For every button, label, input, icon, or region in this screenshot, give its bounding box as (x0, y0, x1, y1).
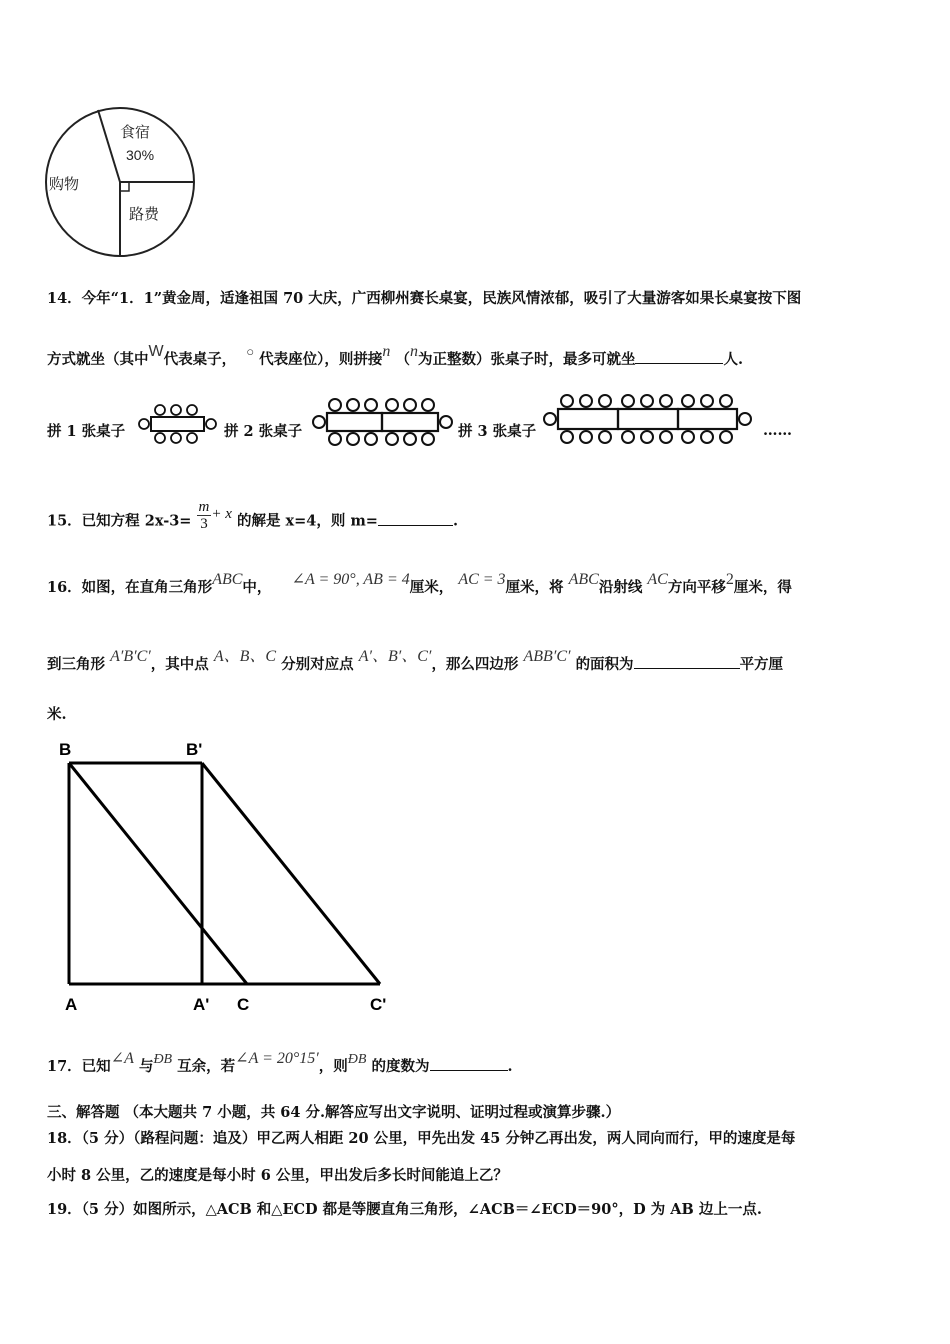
q14-text-b: 代表桌子， (163, 351, 237, 368)
m-angle-a: ∠A (110, 1050, 134, 1067)
frac-num: m (198, 499, 210, 515)
var-n-2: n (409, 343, 418, 360)
q17-t6: . (507, 1058, 513, 1075)
pie-chart (40, 105, 200, 260)
q16-t11: ，那么四边形 (431, 656, 519, 673)
fig-label-1: 拼 1 张桌子 (47, 423, 126, 440)
m-abc: ABC (212, 571, 243, 588)
label-A1: A' (193, 995, 210, 1014)
q14-line1: 14．今年“1．1”黄金周，适逢祖国 70 大庆，广西柳州赛长桌宴，民族风情浓郁，吸引了大量游客如果长桌宴按下图 (47, 290, 802, 307)
q17-t4: ，则 (318, 1058, 348, 1075)
m-angle-b2: ÐB (347, 1052, 367, 1067)
q17-t1: 17．已知 (47, 1058, 111, 1075)
q15-fraction (197, 499, 212, 532)
var-n: n (382, 343, 391, 360)
q14-line2 (47, 343, 744, 369)
q14-text-d: （ (395, 351, 410, 368)
q16-answer-blank[interactable] (634, 654, 740, 669)
q16-t8: 到三角形 (47, 656, 105, 673)
q14-text-e: 为正整数）张桌子时，最多可就坐 (417, 351, 636, 368)
fig-ellipsis: …… (763, 422, 792, 439)
pie-label-shopping: 购物 (49, 176, 80, 193)
q15-line (47, 499, 459, 538)
q18-line2: 小时 8 公里，乙的速度是每小时 6 公里，甲出发后多长时间能追上乙？ (47, 1167, 508, 1184)
pie-label-travel: 路费 (129, 206, 160, 223)
q16-t1: 16．如图，在直角三角形 (47, 579, 213, 596)
q17-t5: 的度数为 (371, 1058, 430, 1075)
q15-answer-blank[interactable] (378, 511, 453, 526)
q15-prefix: 15．已知方程 2x-3= (47, 512, 192, 530)
seat-symbol: ○ (246, 344, 255, 359)
q14-text-a: 方式就坐（其中 (47, 351, 149, 368)
m-pts: A、B、C (213, 648, 277, 665)
m-angle-b: ÐB (153, 1052, 173, 1067)
fig-label-2: 拼 2 张桌子 (224, 423, 303, 440)
q16-t10: 分别对应点 (281, 656, 354, 673)
q17-t3: 互余，若 (177, 1058, 236, 1075)
section3-title: 三、解答题 （本大题共 7 小题，共 64 分.解答应写出文字说明、证明过程或演算步骤.） (47, 1104, 621, 1121)
tables-3 (541, 393, 756, 445)
q18-line1: 18．（5 分）（路程问题：追及）甲乙两人相距 20 公里，甲先出发 45 分钟乙再出发，两人同向而行，甲的速度是每 (47, 1130, 796, 1147)
label-B: B (59, 740, 72, 759)
q16-t9: ，其中点 (150, 656, 209, 673)
pie-label-food: 食宿 (120, 124, 151, 141)
q16-t13: 平方厘 (739, 656, 784, 673)
seats-top (561, 395, 732, 407)
label-C: C (237, 995, 250, 1014)
m-cond: ∠A = 20°15′ (235, 1050, 319, 1067)
q17-line (47, 1050, 513, 1076)
q14-answer-blank[interactable] (635, 349, 723, 364)
q14-text-f: 人. (723, 351, 744, 368)
m-ac: AC (647, 571, 668, 588)
q17-t2: 与 (138, 1058, 154, 1075)
m-pts2: A′、B′、C′ (358, 648, 432, 665)
m-a1b1c1: A′B′C′ (110, 648, 151, 665)
q16-line3: 米. (47, 706, 67, 723)
q16-line2 (47, 648, 784, 674)
q17-answer-blank[interactable] (430, 1056, 508, 1071)
m-quad: ABB′C′ (523, 648, 571, 665)
label-B1: B' (186, 740, 203, 759)
tables-1 (135, 403, 220, 445)
q16-t12: 的面积为 (575, 656, 634, 673)
q16-t3: 厘米， (409, 579, 454, 596)
pie-divider-top (98, 110, 120, 182)
q15-plus-x: + x (211, 505, 232, 522)
q16-t2: 中， (242, 579, 272, 596)
q16-t6: 方向平移 (667, 579, 726, 596)
tables-2 (310, 397, 455, 447)
q15-end: . (452, 512, 459, 530)
q15-suffix: 的解是 x=4，则 m= (236, 512, 378, 530)
m-cond2: AC = 3 (458, 571, 506, 588)
seats-bottom (561, 431, 732, 443)
seg-BC (69, 763, 247, 984)
q16-t4: 厘米，将 (505, 579, 564, 596)
q16-t5: 沿射线 (598, 579, 643, 596)
seg-B1C1 (202, 763, 380, 984)
q16-line1 (47, 571, 792, 597)
m-cond1: ∠A = 90°, AB = 4 (291, 571, 410, 588)
q16-t7: 厘米，得 (733, 579, 792, 596)
table-symbol: W (148, 343, 164, 360)
label-C1: C' (370, 995, 387, 1014)
label-A: A (65, 995, 78, 1014)
q14-text-c: 代表座位），则拼接 (259, 351, 383, 368)
m-two: 2 (725, 571, 734, 588)
fig-label-3: 拼 3 张桌子 (458, 423, 537, 440)
right-angle-marker (120, 182, 129, 191)
q19-line1: 19．（5 分）如图所示，△ACB 和△ECD 都是等腰直角三角形，∠ACB＝∠ECD＝90°，D 为 AB 边上一点. (47, 1201, 762, 1218)
figure-16 (55, 736, 405, 1021)
frac-den: 3 (200, 516, 208, 532)
pie-label-food-percent: 30% (126, 147, 155, 163)
m-abc2: ABC (568, 571, 599, 588)
